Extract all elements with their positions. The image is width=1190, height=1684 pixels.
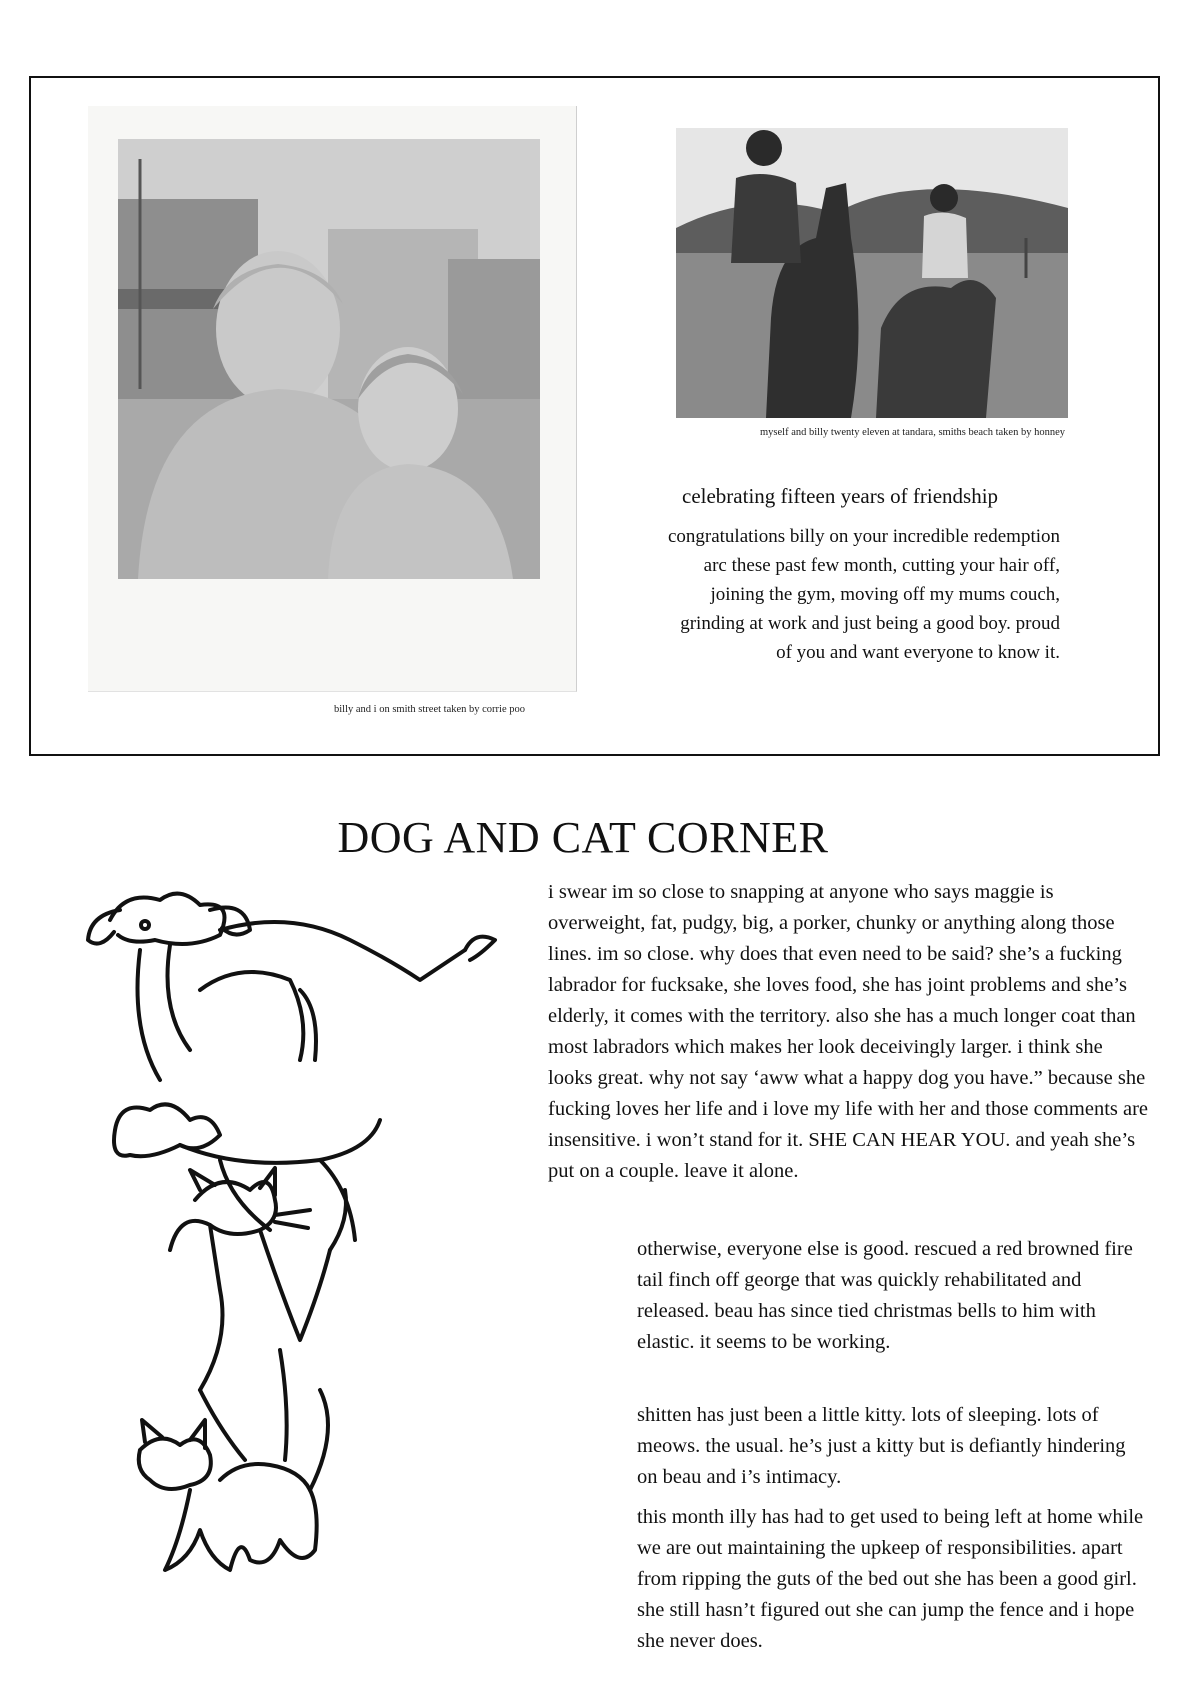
dog-and-cat-drawing — [70, 870, 510, 1590]
section-title — [0, 812, 1190, 863]
smith-street-photo — [118, 139, 540, 579]
section-title-text: DOG AND CAT CORNER — [337, 813, 829, 862]
illy-paragraph: this month illy has had to get used to being left at home while we are out maintaining the upkeep of responsibilities. apart from ripping the guts of the bed out she has been a good girl. she still hasn’t figured out she can jump the fence and i hope she never does. — [637, 1506, 1144, 1652]
polaroid-caption: billy and i on smith street taken by corrie poo — [334, 704, 525, 715]
maggie-paragraph: i swear im so close to snapping at anyone who says maggie is overweight, fat, pudgy, big, a porker, chunky or anything along those lines. im so close. why does that even need to be said? she’s a fucking labrador for fucksake, she loves food, she has joint problems and she’s elderly, it comes with the territory. also she has a much longer coat than most labradors which makes her look deceivingly larger. i think she looks great. why not say ‘aww what a happy dog you have.” because she fucking loves her life and i love my life with her and those comments are insensitive. i won’t stand for it. SHE CAN HEAR YOU. and yeah she’s put on a couple. leave it alone. — [548, 881, 1149, 1182]
polaroid-photo — [88, 106, 577, 692]
shitten-paragraph: shitten has just been a little kitty. lots of sleeping. lots of meows. the usual. he’s just a kitty but is defiantly hindering on beau and i’s intimacy. — [637, 1404, 1126, 1488]
horse-riding-photo — [676, 128, 1068, 418]
horse-photo-caption: myself and billy twenty eleven at tandara, smiths beach taken by honney — [760, 427, 1065, 438]
friendship-message: congratulations billy on your incredible redemption arc these past few month, cutting your hair off, joining the gym, moving off my mums couch, grinding at work and just being a good boy. proud of you and want everyone to know it. — [667, 526, 1060, 663]
friendship-heading: celebrating fifteen years of friendship — [682, 484, 999, 508]
finch-paragraph: otherwise, everyone else is good. rescued a red browned fire tail finch off george that was quickly rehabilitated and released. beau has since tied christmas bells to him with elastic. it seems to be working. — [637, 1238, 1133, 1353]
